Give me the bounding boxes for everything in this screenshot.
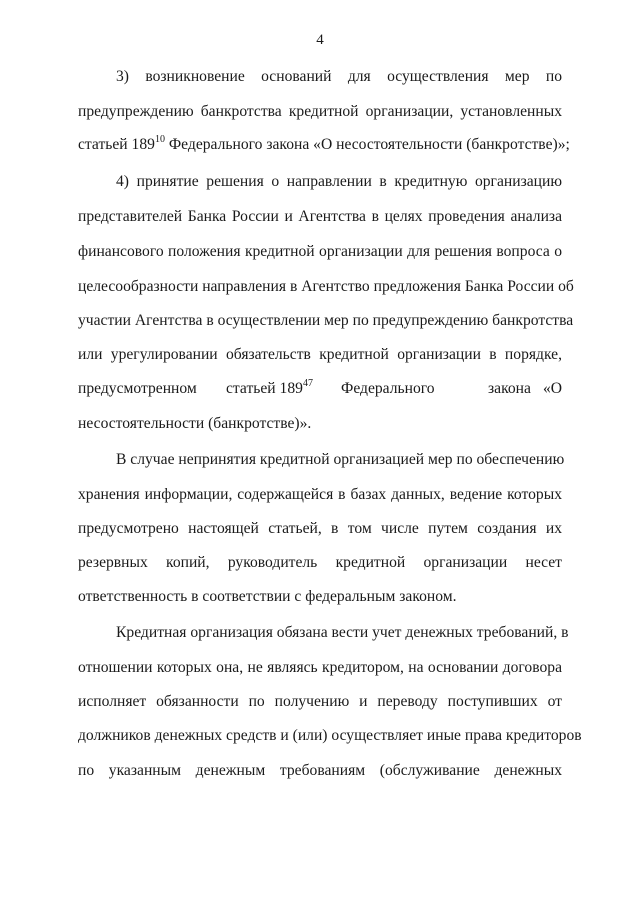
article-reference: статьей $189^{47}$ [226, 377, 313, 397]
superscript: 10 [154, 133, 165, 145]
text-line: должников денежных средств и (или) осуществляет иные права кредиторов [78, 727, 582, 744]
text-fragment: Федерального [341, 380, 435, 397]
text-line: финансового положения кредитной организации для решения вопроса о [78, 243, 562, 260]
text-line: В случае непринятия кредитной организацией мер по обеспечению [116, 451, 565, 468]
text-line: представителей Банка России и Агентства в целях проведения анализа [78, 208, 562, 225]
text-fragment: предусмотренном [78, 380, 197, 397]
text-line: участии Агентства в осуществлении мер по предупреждению банкротства [78, 312, 574, 329]
text-line: 4) принятие решения о направлении в кредитную организацию [116, 173, 562, 190]
text-line: предусмотрено настоящей статьей, в том числе путем создания их [78, 520, 562, 537]
text-line: хранения информации, содержащейся в базах данных, ведение которых [78, 486, 562, 503]
text-line: или урегулировании обязательств кредитной организации в порядке, [78, 346, 562, 363]
text-line: предупреждению банкротства кредитной организации, установленных [78, 103, 562, 120]
text-line: целесообразности направления в Агентство предложения Банка России об [78, 278, 574, 295]
text-line: Кредитная организация обязана вести учет денежных требований, в [116, 624, 569, 641]
text-line: несостоятельности (банкротстве)». [78, 415, 312, 432]
text-fragment: закона [488, 380, 531, 397]
text-fragment: Федерального закона «О несостоятельности (банкротстве)»; [168, 136, 570, 153]
text-line: резервных копий, руководитель кредитной организации несет [78, 554, 562, 571]
superscript: 47 [302, 377, 313, 389]
text-line: 3) возникновение оснований для осуществления мер по [116, 68, 562, 85]
text-line: ответственность в соответствии с федеральным законом. [78, 588, 457, 605]
text-line [78, 133, 570, 156]
article-reference: статьей 189 [78, 136, 155, 153]
text-line: отношении которых она, не являясь кредитором, на основании договора [78, 659, 562, 676]
text-line: исполняет обязанности по получению и переводу поступивших от [78, 693, 562, 710]
page-number: 4 [316, 32, 324, 48]
text-fragment: «О [542, 380, 562, 397]
text-line: по указанным денежным требованиям (обслуживание денежных [78, 762, 562, 779]
